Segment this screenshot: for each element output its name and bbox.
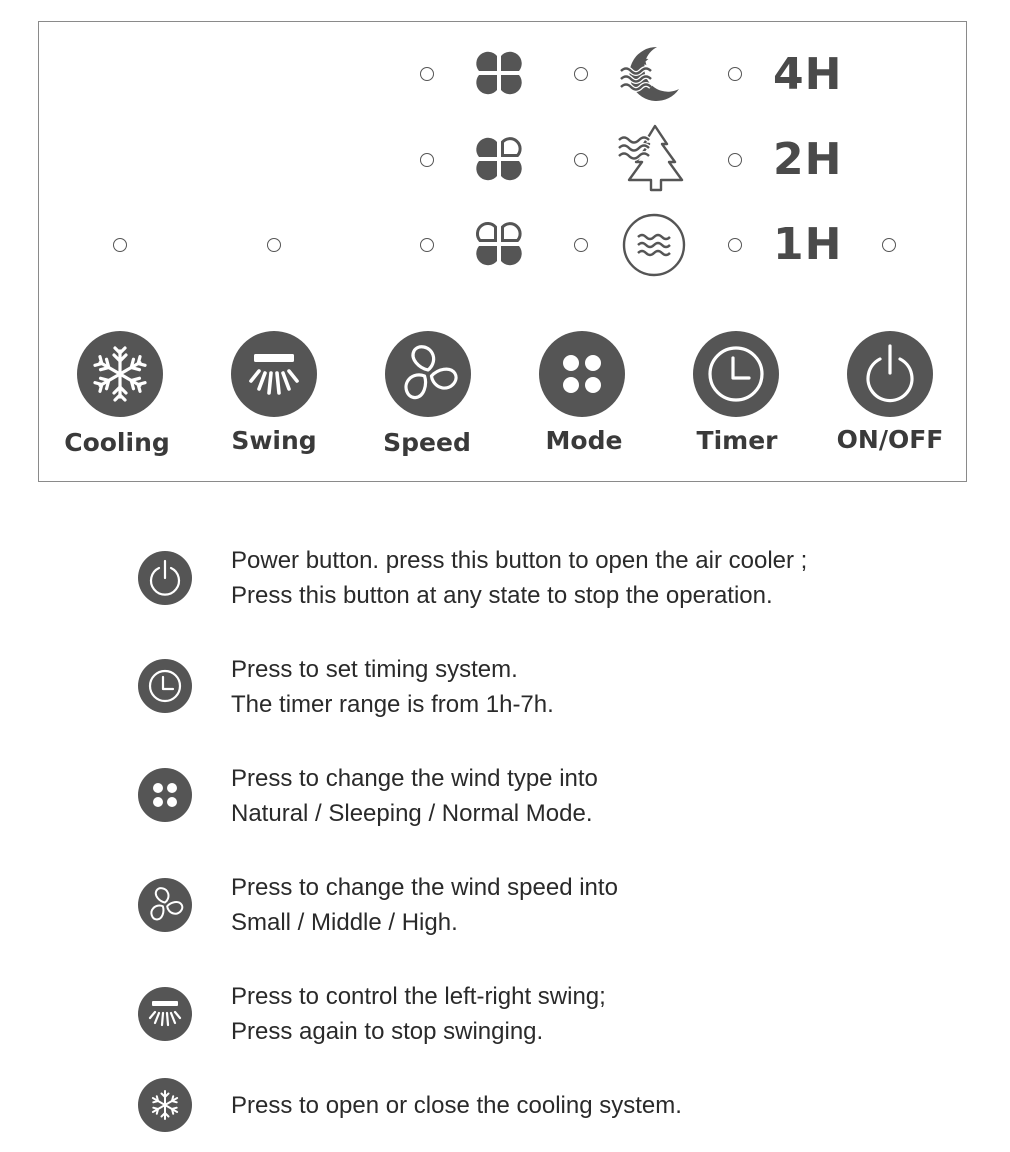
timer-2h-indicator (728, 153, 742, 167)
cooling-label: Cooling (64, 428, 170, 457)
mode-label: Mode (545, 426, 623, 455)
normal-mode-icon (621, 212, 687, 278)
mode-description (231, 761, 598, 831)
fan-icon (385, 331, 471, 417)
mode-button[interactable] (539, 331, 625, 417)
cooling-description (231, 1088, 682, 1123)
cooling-description-line: Press to open or close the cooling system. (231, 1092, 682, 1119)
speed-middle-indicator (420, 153, 434, 167)
speed-description (231, 870, 618, 940)
speed-high-icon (467, 43, 531, 105)
timer-1h-label: 1H (773, 219, 843, 270)
natural-mode-icon (615, 122, 687, 194)
timer-4h-indicator (728, 67, 742, 81)
cooling-button[interactable] (77, 331, 163, 417)
swing-description (231, 979, 606, 1049)
swing-description-line: Press again to stop swinging. (231, 1018, 544, 1045)
mode-normal-indicator (574, 238, 588, 252)
clock-icon (693, 331, 779, 417)
timer-button[interactable] (693, 331, 779, 417)
timer-description-line: Press to set timing system. (231, 656, 518, 683)
mode-sleeping-indicator (574, 67, 588, 81)
four-dots-icon (539, 331, 625, 417)
speed-small-icon (467, 214, 531, 276)
timer-description (231, 652, 554, 722)
swing-label: Swing (231, 426, 317, 455)
mode-natural-indicator (574, 153, 588, 167)
speed-high-indicator (420, 67, 434, 81)
speed-small-indicator (420, 238, 434, 252)
timer-1h-indicator (728, 238, 742, 252)
power-description (231, 543, 807, 613)
power-indicator (882, 238, 896, 252)
timer-label: Timer (696, 426, 778, 455)
power-label: ON/OFF (836, 425, 944, 454)
sleeping-mode-icon (617, 41, 687, 107)
power-description-line: Power button. press this button to open the air cooler ; (231, 547, 808, 574)
speed-button[interactable] (385, 331, 471, 417)
swing-button[interactable] (231, 331, 317, 417)
swing-description-line: Press to control the left-right swing; (231, 983, 606, 1010)
power-icon (847, 331, 933, 417)
timer-4h-label: 4H (773, 49, 843, 100)
control-panel (38, 21, 967, 482)
power-button[interactable] (847, 331, 933, 417)
swing-indicator (267, 238, 281, 252)
snowflake-icon (77, 331, 163, 417)
snowflake-icon (138, 1078, 192, 1132)
power-description-line: Press this button at any state to stop the operation. (231, 582, 773, 609)
cooling-indicator (113, 238, 127, 252)
speed-label: Speed (383, 428, 471, 457)
speed-description-line: Small / Middle / High. (231, 909, 458, 936)
speed-middle-icon (467, 129, 531, 191)
power-icon (138, 551, 192, 605)
swing-icon (138, 987, 192, 1041)
swing-icon (231, 331, 317, 417)
speed-description-line: Press to change the wind speed into (231, 874, 618, 901)
mode-description-line: Natural / Sleeping / Normal Mode. (231, 800, 593, 827)
clock-icon (138, 659, 192, 713)
timer-description-line: The timer range is from 1h-7h. (231, 691, 554, 718)
timer-2h-label: 2H (773, 134, 843, 185)
mode-description-line: Press to change the wind type into (231, 765, 598, 792)
fan-icon (138, 878, 192, 932)
four-dots-icon (138, 768, 192, 822)
